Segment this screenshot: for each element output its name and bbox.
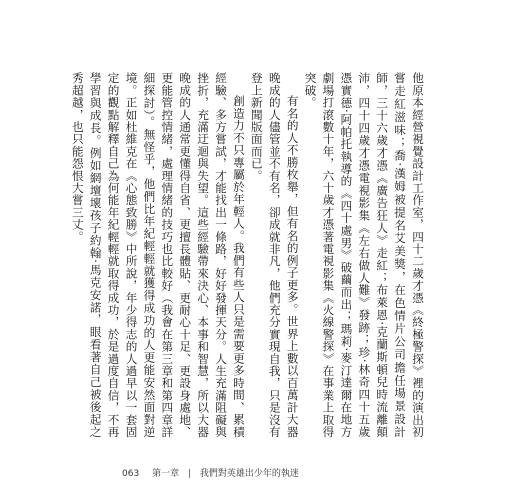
footer-separator: | [187,469,191,479]
paragraph-1: 他原本經營視覺設計工作室，四十二歲才憑《終極警探》裡的演出初嘗走紅滋味；喬‧漢姆被提名艾美獎，在色情片公司擔任場景設計師，三十六歲才憑《廣告狂人》走紅；布萊恩‧克蘭斯頓兒時流離顛沛，四十四歲才憑電視影集《左右做人難》發跡；珍‧林奇四十五歲憑實德‧阿帕托執導的《四十處男》破繭而出；瑪莉‧麥汀達爾在地方劇場打滾數十年，六十歲才憑著電視影集《火線警探》在事業上取得突破。 [303,72,425,438]
paragraph-3: 創造力不只專屬於年輕人。我們有些人只是需要更多時間、累積經驗、多方嘗試，才能找出一條路，好好發揮天分。人生充滿阻礙與挫折，充滿迂迴與失望。這些經驗帶來決心、本事和智慧，所以大器晚成的人通常更懂得自省、更擅長體貼、更耐心十足、更設身處地、更能管控情緒，處理情緒的技巧也比較好（我會在第三章和第四章詳細探討）。無怪乎，他們比年紀輕輕就獲得成功的人更能安然面對逆境。正如杜維克在《心態致勝》中所說，年少得志的人過早以一套固定的觀點解釋自己為何能年紀輕輕就取得成功，於是過度自信，不再學習與成長。例如網壇壞孩子約翰‧馬克安諾，眼看著自己被後起之秀超越，也只能怨恨大嘗三丈。 [70,72,246,438]
body-text [68,72,426,438]
page-number: 063 [122,469,140,479]
page-footer [122,466,299,479]
chapter-label: 第一章 [152,469,180,479]
paragraph-2: 有名的人不勝枚舉，但有名的例子更多。世界上數以百萬計大器晚成的人儘管並不有名，卻成就非凡，他們充分實現自我，只是沒有登上新聞版面而已。 [249,72,300,438]
chapter-title: 我們對英雄出少年的執迷 [199,469,299,479]
